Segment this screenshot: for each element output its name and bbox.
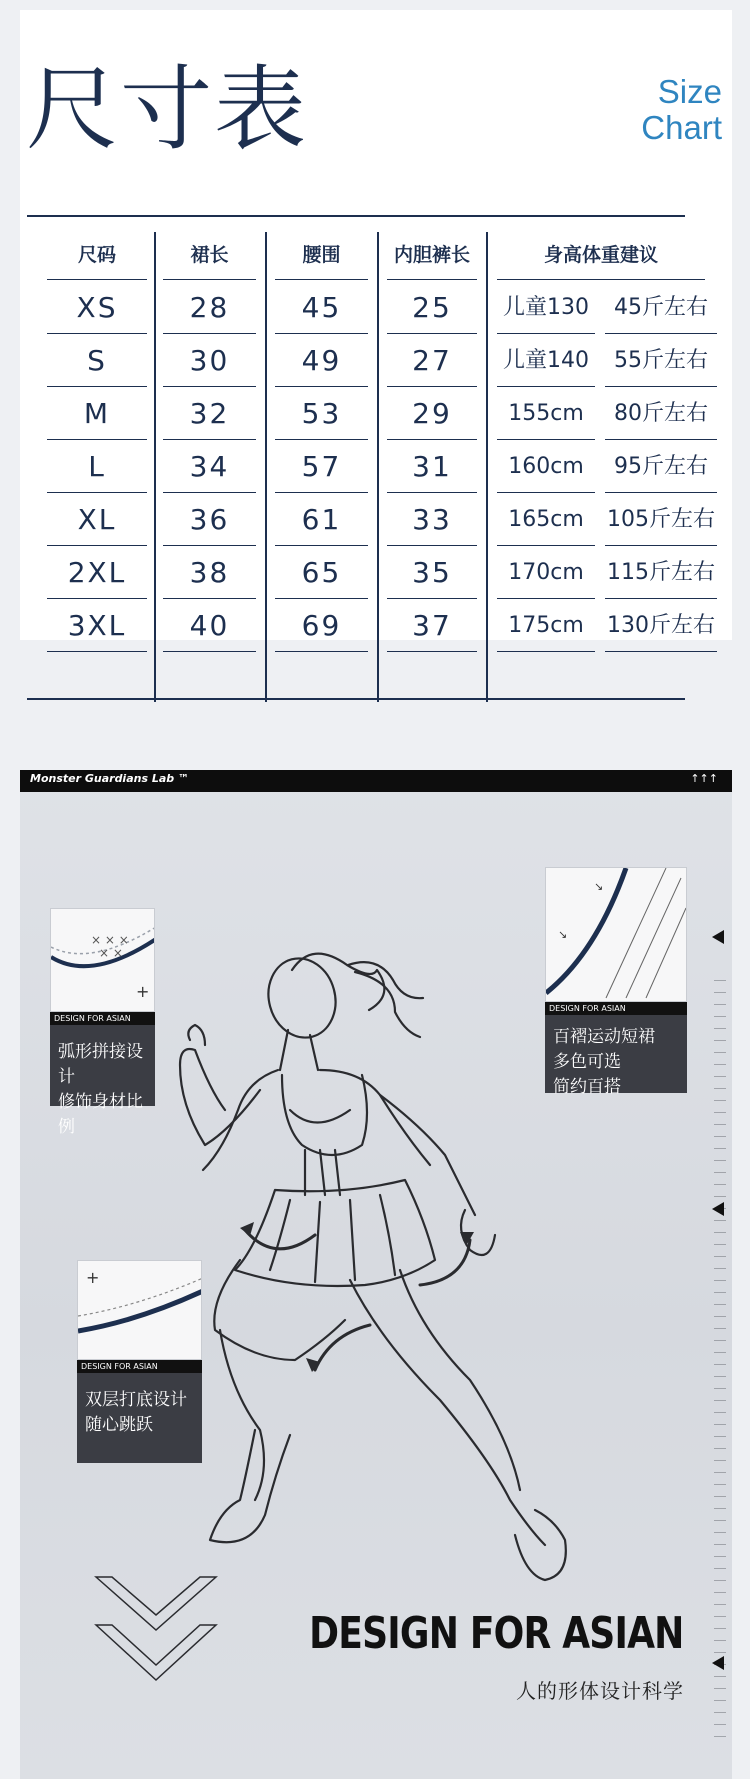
table-header-cell bbox=[275, 238, 368, 280]
arc-seam-detail-image bbox=[50, 908, 155, 1012]
table-cell bbox=[47, 339, 147, 387]
table-cell bbox=[275, 286, 368, 334]
table-cell bbox=[387, 551, 477, 599]
up-arrows-icon: ↑↑↑ bbox=[690, 772, 718, 785]
measure-ruler bbox=[714, 980, 726, 1740]
brand-bar bbox=[20, 770, 732, 792]
table-cell bbox=[605, 445, 717, 493]
svg-text:↘: ↘ bbox=[558, 928, 568, 941]
table-cell bbox=[605, 339, 717, 387]
table-cell bbox=[163, 392, 256, 440]
table-cell bbox=[47, 551, 147, 599]
table-cell-value: 35 bbox=[412, 556, 452, 589]
table-cell bbox=[275, 551, 368, 599]
table-cell bbox=[497, 392, 595, 440]
table-cell bbox=[497, 286, 595, 334]
double-layer-sketch bbox=[78, 1261, 202, 1360]
callout-text bbox=[553, 1025, 681, 1100]
table-cell bbox=[163, 498, 256, 546]
table-cell bbox=[497, 445, 595, 493]
table-cell-value: 175cm bbox=[508, 613, 584, 638]
table-cell-value: 31 bbox=[412, 450, 452, 483]
size-chart-title-en-line2: Chart bbox=[641, 109, 722, 146]
table-cell-value: 53 bbox=[301, 397, 342, 430]
callout-line: 多色可选 bbox=[553, 1052, 621, 1072]
table-header-cell bbox=[47, 238, 147, 280]
double-layer-detail-image bbox=[77, 1260, 202, 1360]
table-cell-value: 27 bbox=[412, 344, 452, 377]
table-cell bbox=[497, 604, 595, 652]
table-header-label: 腰围 bbox=[302, 244, 341, 266]
table-cell-value: XS bbox=[76, 291, 118, 324]
callout-line: 随心跳跃 bbox=[85, 1415, 153, 1435]
size-chart-title-en-line1: Size bbox=[657, 73, 722, 110]
table-cell bbox=[605, 392, 717, 440]
svg-text:↘: ↘ bbox=[594, 880, 604, 893]
table-cell-value: 65 bbox=[301, 556, 342, 589]
table-cell-value: M bbox=[83, 397, 111, 430]
table-header-label: 内胆裤长 bbox=[393, 244, 470, 266]
callout-tag: DESIGN FOR ASIAN bbox=[77, 1360, 202, 1373]
svg-text:+: + bbox=[86, 1268, 100, 1287]
callout-line: 弧形拼接设计 bbox=[58, 1042, 143, 1087]
table-cell-value: 57 bbox=[301, 450, 342, 483]
table-cell-value: 55斤左右 bbox=[614, 348, 708, 373]
table-cell bbox=[163, 604, 256, 652]
callout-line: 修饰身材比例 bbox=[58, 1092, 143, 1137]
table-cell bbox=[275, 445, 368, 493]
table-cell bbox=[163, 551, 256, 599]
table-cell bbox=[387, 286, 477, 334]
table-cell bbox=[275, 604, 368, 652]
size-table bbox=[0, 0, 750, 700]
table-cell-value: 儿童130 bbox=[503, 295, 589, 320]
table-header-cell bbox=[387, 238, 477, 280]
table-cell bbox=[275, 498, 368, 546]
table-header-label: 身高体重建议 bbox=[543, 244, 658, 266]
table-cell-value: 儿童140 bbox=[503, 348, 589, 373]
callout-line: 简约百搭 bbox=[553, 1077, 621, 1097]
arc-seam-sketch bbox=[51, 909, 155, 1012]
table-cell bbox=[163, 339, 256, 387]
marker-triangle-icon bbox=[712, 1202, 724, 1216]
table-cell-value: 105斤左右 bbox=[607, 507, 715, 532]
pleat-detail-image bbox=[545, 867, 687, 1002]
table-cell bbox=[387, 392, 477, 440]
table-cell bbox=[275, 339, 368, 387]
table-cell-value: L bbox=[88, 450, 106, 483]
table-cell bbox=[275, 392, 368, 440]
table-cell-value: 130斤左右 bbox=[607, 613, 715, 638]
table-cell bbox=[605, 286, 717, 334]
table-cell bbox=[497, 498, 595, 546]
svg-text:× × ×: × × × bbox=[91, 933, 129, 947]
table-cell-value: 61 bbox=[301, 503, 342, 536]
size-chart-title-cn: 尺寸表 bbox=[26, 56, 309, 163]
table-cell bbox=[605, 604, 717, 652]
marker-triangle-icon bbox=[712, 930, 724, 944]
table-cell-value: 45斤左右 bbox=[614, 295, 708, 320]
headline-subtitle-cn: 人的形体设计科学 bbox=[516, 1679, 684, 1703]
table-cell bbox=[497, 339, 595, 387]
table-cell bbox=[47, 445, 147, 493]
table-cell-value: 170cm bbox=[508, 560, 584, 585]
svg-text:+: + bbox=[136, 982, 150, 1001]
table-cell-value: 2XL bbox=[67, 556, 127, 589]
table-cell-value: 49 bbox=[301, 344, 342, 377]
table-cell bbox=[387, 498, 477, 546]
table-cell-value: 34 bbox=[189, 450, 230, 483]
table-cell-value: 160cm bbox=[508, 454, 584, 479]
table-cell-value: 28 bbox=[189, 291, 230, 324]
callout-text bbox=[85, 1388, 196, 1438]
callout-pleated-skirt-panel bbox=[545, 867, 687, 1097]
double-chevron-down-icon bbox=[94, 1575, 219, 1695]
table-header-label: 裙长 bbox=[190, 244, 229, 266]
table-cell-value: 37 bbox=[412, 609, 452, 642]
table-cell bbox=[163, 445, 256, 493]
table-cell-value: XL bbox=[77, 503, 117, 536]
brand-name: Monster Guardians Lab ™ bbox=[30, 772, 189, 785]
table-cell-value: 32 bbox=[189, 397, 230, 430]
table-cell-value: 33 bbox=[412, 503, 452, 536]
callout-text bbox=[58, 1040, 149, 1140]
table-cell-value: 155cm bbox=[508, 401, 584, 426]
table-cell-value: S bbox=[87, 344, 107, 377]
table-cell-value: 95斤左右 bbox=[614, 454, 708, 479]
table-cell bbox=[47, 604, 147, 652]
callout-tag: DESIGN FOR ASIAN bbox=[50, 1012, 155, 1025]
table-header-cell bbox=[163, 238, 256, 280]
table-cell-value: 29 bbox=[412, 397, 452, 430]
table-cell-value: 69 bbox=[301, 609, 342, 642]
table-header-label: 尺码 bbox=[77, 244, 116, 266]
callout-double-layer-panel bbox=[77, 1260, 202, 1463]
table-cell-value: 45 bbox=[301, 291, 342, 324]
table-cell bbox=[47, 286, 147, 334]
callout-arc-panel bbox=[50, 908, 155, 1137]
table-cell bbox=[387, 604, 477, 652]
callout-line: 百褶运动短裙 bbox=[553, 1027, 655, 1047]
table-cell-value: 40 bbox=[189, 609, 230, 642]
table-cell bbox=[497, 551, 595, 599]
table-cell bbox=[47, 498, 147, 546]
table-cell bbox=[47, 392, 147, 440]
design-illustration-panel bbox=[20, 770, 732, 1779]
table-cell bbox=[387, 445, 477, 493]
table-cell-value: 3XL bbox=[67, 609, 127, 642]
marker-triangle-icon bbox=[712, 1656, 724, 1670]
table-header-cell bbox=[497, 238, 705, 280]
callout-line: 双层打底设计 bbox=[85, 1390, 187, 1410]
pleat-sketch bbox=[546, 868, 687, 1002]
svg-text:× ×: × × bbox=[99, 946, 123, 960]
callout-tag: DESIGN FOR ASIAN bbox=[545, 1002, 687, 1015]
table-cell bbox=[605, 498, 717, 546]
table-cell-value: 80斤左右 bbox=[614, 401, 708, 426]
headline-design-for-asian: DESIGN FOR ASIAN bbox=[309, 1608, 684, 1659]
table-cell-value: 115斤左右 bbox=[607, 560, 715, 585]
table-cell-value: 165cm bbox=[508, 507, 584, 532]
table-cell-value: 25 bbox=[412, 291, 452, 324]
table-cell-value: 38 bbox=[189, 556, 230, 589]
table-cell bbox=[163, 286, 256, 334]
table-cell-value: 30 bbox=[189, 344, 230, 377]
table-cell-value: 36 bbox=[189, 503, 230, 536]
table-cell bbox=[605, 551, 717, 599]
table-cell bbox=[387, 339, 477, 387]
